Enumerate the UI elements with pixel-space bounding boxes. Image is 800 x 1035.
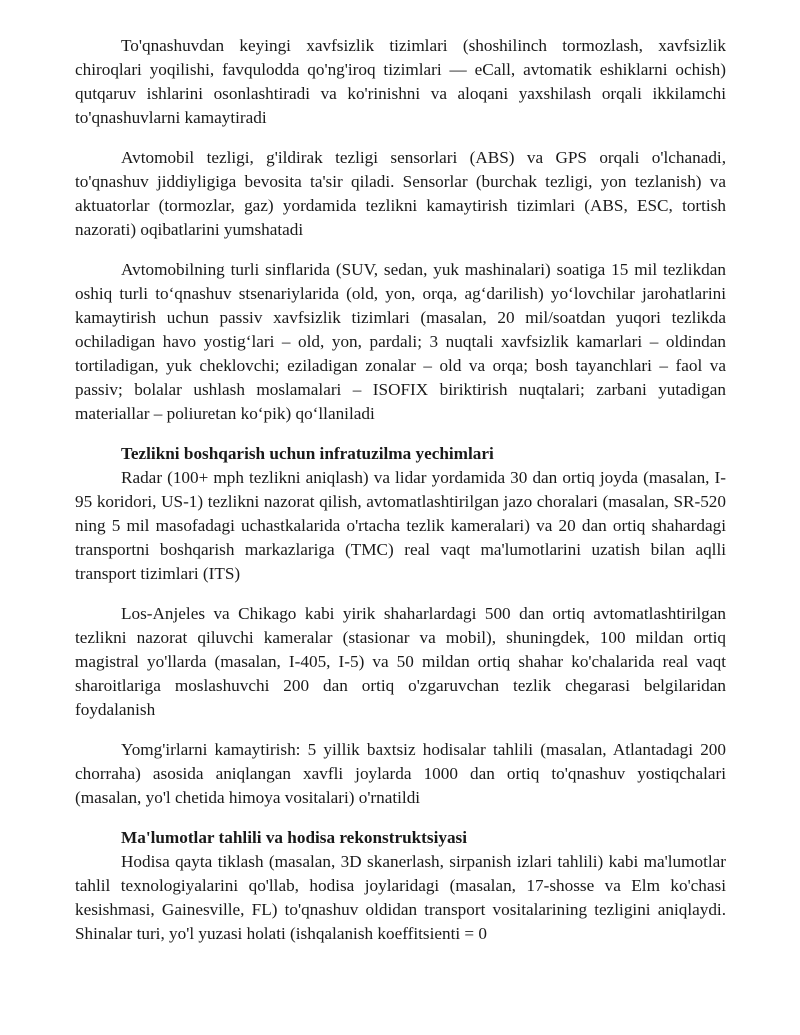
section-heading-speed-infrastructure: Tezlikni boshqarish uchun infratuzilma yechimlari bbox=[121, 444, 494, 463]
paragraph-vehicle-speed: Avtomobil tezligi, g'ildirak tezligi sensorlari (ABS) va GPS orqali o'lchanadi, to'qnashuv jiddiyligiga bevosita ta'sir qiladi. Sensorlar (burchak tezligi, yon tezlanish) va aktuatorlar (tormozlar, gaz) yordamida tezlikni kamaytirish tizimlari (ABS, ESC, tortish nazorati) oqibatlarini yumshatadi bbox=[75, 148, 726, 239]
paragraph-passive-safety: Avtomobilning turli sinflarida (SUV, sedan, yuk mashinalari) soatiga 15 mil tezlikdan oshiq turli to‘qnashuv stsenariylarida (old, yon, orqa, ag‘darilish) yo‘lovchilar jarohatlarini kamaytirish uchun passiv xavfsizlik tizimlari (masalan, 20 mil/soatdan yuqori tezlikda ochiladigan havo yostig‘lari – old, yon, pardali; 3 nuqtali xavfsizlik kamarlari – oldindan tortiladigan, yuk cheklovchi; eziladigan zonalar – old va orqa; bosh tayanchlari – faol va passiv; bolalar ushlash moslamalari – ISOFIX biriktirish nuqtalari; zarbani yutadigan materiallar – poliuretan ko‘pik) qo‘llaniladi bbox=[75, 260, 726, 423]
paragraph-its: Radar (100+ mph tezlikni aniqlash) va lidar yordamida 30 dan ortiq joyda (masalan, I-95 koridori, US-1) tezlikni nazorat qilish, avtomatlashtirilgan jazo choralari (masalan, SR-520 ning 5 mil masofadagi uchastkalarida o'rtacha tezlik kameralari) va 20 dan ortiq shahardagi transportni boshqarish markazlariga (TMC) real vaqt ma'lumotlarini uzatish bilan aqlli transport tizimlari (ITS) bbox=[75, 468, 726, 583]
paragraph-crash-cushions: Yomg'irlarni kamaytirish: 5 yillik baxtsiz hodisalar tahlili (masalan, Atlantadagi 200 chorraha) asosida aniqlangan xavfli joylarda 1000 dan ortiq to'qnashuv yostiqchalari (masalan, yo'l chetida himoya vositalari) o'rnatildi bbox=[75, 740, 726, 807]
paragraph-speed-cameras: Los-Anjeles va Chikago kabi yirik shaharlardagi 500 dan ortiq avtomatlashtirilgan tezlikni nazorat qiluvchi kameralar (stasionar va mobil), shuningdek, 100 mildan ortiq magistral yo'llarda (masalan, I-405, I-5) va 50 mildan ortiq shahar ko'chalarida real vaqt sharoitlariga moslashuvchi 200 dan ortiq o'zgaruvchan tezlik chegarasi belgilaridan foydalanish bbox=[75, 604, 726, 719]
document-page bbox=[75, 34, 726, 946]
paragraph-post-crash-safety: To'qnashuvdan keyingi xavfsizlik tizimlari (shoshilinch tormozlash, xavfsizlik chiroqlari yoqilishi, favqulodda qo'ng'iroq tizimlari — eCall, avtomatik eshiklarni ochish) qutqaruv ishlarini osonlashtiradi va ko'rinishni va aloqani yaxshilash orqali ikkilamchi to'qnashuvlarni kamaytiradi bbox=[75, 36, 726, 127]
section-heading-data-analysis: Ma'lumotlar tahlili va hodisa rekonstruktsiyasi bbox=[121, 828, 468, 847]
paragraph-reconstruction: Hodisa qayta tiklash (masalan, 3D skanerlash, sirpanish izlari tahlili) kabi ma'lumotlar tahlil texnologiyalarini qo'llab, hodisa joylaridagi (masalan, 17-shosse va Elm ko'chasi kesishmasi, Gainesville, FL) to'qnashuv oldidan transport vositalarining tezligini aniqlaydi. Shinalar turi, yo'l yuzasi holati (ishqalanish koeffitsienti = 0 bbox=[75, 852, 726, 943]
